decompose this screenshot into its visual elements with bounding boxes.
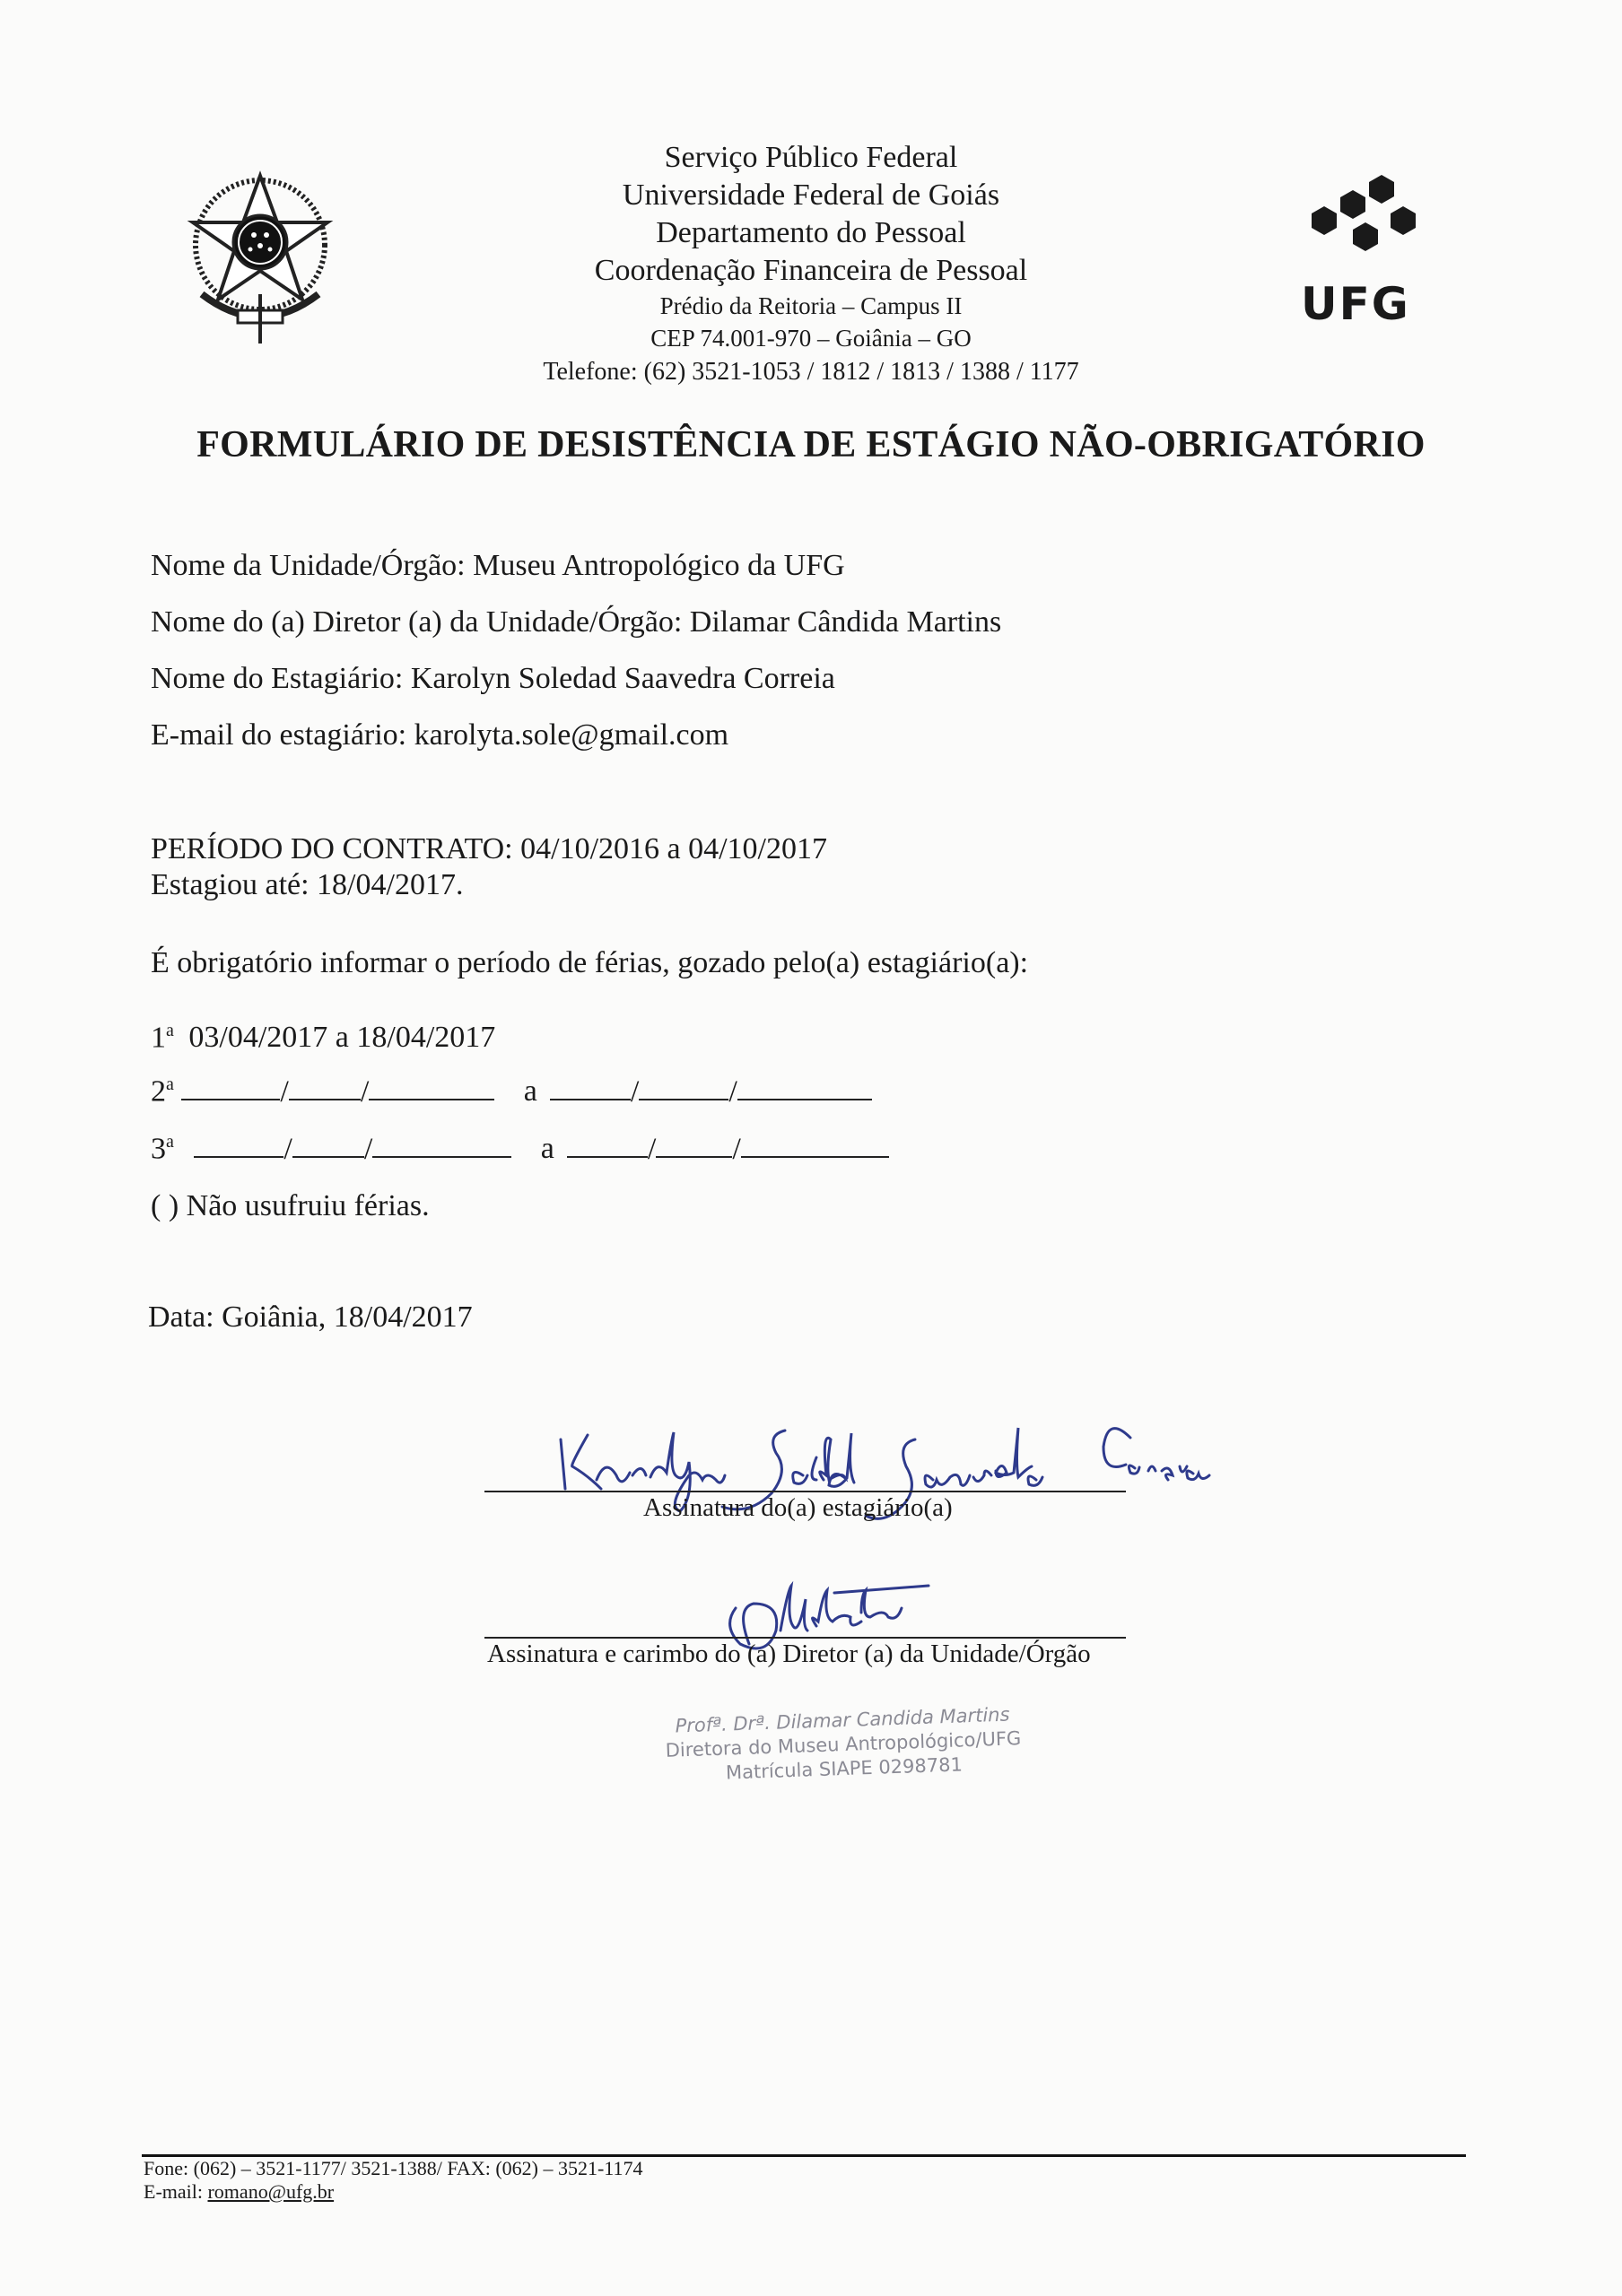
date-slash: / xyxy=(630,1074,640,1109)
ferias-row-2-label: 2 xyxy=(151,1074,166,1109)
blank-field[interactable] xyxy=(289,1075,361,1100)
stamp-line-1: Profª. Drª. Dilamar Candida Martins xyxy=(675,1703,1010,1737)
ferias-row-2 xyxy=(151,1074,872,1109)
diretor-signature-caption: Assinatura e carimbo do (a) Diretor (a) da Unidade/Órgão xyxy=(487,1639,1091,1668)
header-line-3: Departamento do Pessoal xyxy=(656,216,966,249)
blank-field[interactable] xyxy=(550,1075,631,1100)
date-slash: / xyxy=(732,1132,741,1166)
blank-field[interactable] xyxy=(741,1133,889,1158)
field-diretor: Nome do (a) Diretor (a) da Unidade/Órgão: Dilamar Cândida Martins xyxy=(151,605,1002,639)
header-line-1: Serviço Público Federal xyxy=(664,141,958,174)
footer xyxy=(144,2157,642,2204)
form-title: FORMULÁRIO DE DESISTÊNCIA DE ESTÁGIO NÃO-OBRIGATÓRIO xyxy=(196,424,1426,465)
date-slash: / xyxy=(360,1074,370,1109)
blank-field[interactable] xyxy=(737,1075,872,1100)
periodo-estagiou: Estagiou até: 18/04/2017. xyxy=(151,868,464,901)
blank-field[interactable] xyxy=(369,1075,494,1100)
footer-email-row xyxy=(144,2180,642,2204)
date-slash: / xyxy=(280,1074,289,1109)
field-unidade: Nome da Unidade/Órgão: Museu Antropológico da UFG xyxy=(151,549,845,582)
header-phone: Telefone: (62) 3521-1053 / 1812 / 1813 / 1388 / 1177 xyxy=(543,358,1079,386)
blank-field[interactable] xyxy=(372,1133,511,1158)
footer-email-link[interactable]: romano@ufg.br xyxy=(207,2180,335,2203)
blank-field[interactable] xyxy=(194,1133,283,1158)
header-address-2: CEP 74.001-970 – Goiânia – GO xyxy=(650,325,972,352)
blank-field[interactable] xyxy=(567,1133,648,1158)
blank-field[interactable] xyxy=(292,1133,364,1158)
blank-field[interactable] xyxy=(181,1075,280,1100)
header-line-4: Coordenação Financeira de Pessoal xyxy=(594,254,1028,287)
periodo-contrato: PERÍODO DO CONTRATO: 04/10/2016 a 04/10/2017 xyxy=(151,832,827,865)
date-slash: / xyxy=(363,1132,373,1166)
blank-field[interactable] xyxy=(656,1133,732,1158)
field-email: E-mail do estagiário: karolyta.sole@gmail.com xyxy=(151,718,729,752)
stamp-line-2: Diretora do Museu Antropológico/UFG xyxy=(665,1727,1022,1761)
diretor-signature-line xyxy=(484,1637,1126,1639)
header-address-1: Prédio da Reitoria – Campus II xyxy=(659,292,963,319)
ferias-row-1 xyxy=(151,1021,495,1055)
ferias-row-1-value: 03/04/2017 a 18/04/2017 xyxy=(188,1021,496,1055)
ordinal-mark: a xyxy=(166,1132,174,1152)
blank-field[interactable] xyxy=(639,1075,728,1100)
ferias-row-3-label: 3 xyxy=(151,1132,166,1166)
estagiario-signature-line xyxy=(484,1491,1126,1492)
ferias-row-1-label: 1 xyxy=(151,1021,166,1055)
header-line-2: Universidade Federal de Goiás xyxy=(622,178,1000,212)
nao-usufruiu-checkbox[interactable]: ( ) Não usufruiu férias. xyxy=(151,1189,430,1222)
stamp-line-3: Matrícula SIAPE 0298781 xyxy=(725,1753,964,1784)
ordinal-mark: a xyxy=(166,1021,174,1040)
ferias-intro: É obrigatório informar o período de férias, gozado pelo(a) estagiário(a): xyxy=(151,946,1029,979)
ufg-logo-text: UFG xyxy=(1301,278,1410,330)
date-slash: / xyxy=(728,1074,737,1109)
estagiario-signature-caption: Assinatura do(a) estagiário(a) xyxy=(643,1493,953,1522)
ferias-connector: a xyxy=(523,1074,537,1109)
ferias-connector: a xyxy=(540,1132,554,1166)
ordinal-mark: a xyxy=(166,1074,174,1094)
data-local: Data: Goiânia, 18/04/2017 xyxy=(148,1300,473,1334)
ferias-row-3 xyxy=(151,1132,889,1166)
field-estagiario: Nome do Estagiário: Karolyn Soledad Saavedra Correia xyxy=(151,662,835,695)
footer-phone: Fone: (062) – 3521-1177/ 3521-1388/ FAX: (062) – 3521-1174 xyxy=(144,2157,643,2179)
letterhead xyxy=(0,139,1622,390)
date-slash: / xyxy=(283,1132,292,1166)
date-slash: / xyxy=(647,1132,657,1166)
footer-email-label: E-mail: xyxy=(144,2180,208,2203)
director-stamp xyxy=(627,1701,1060,1789)
